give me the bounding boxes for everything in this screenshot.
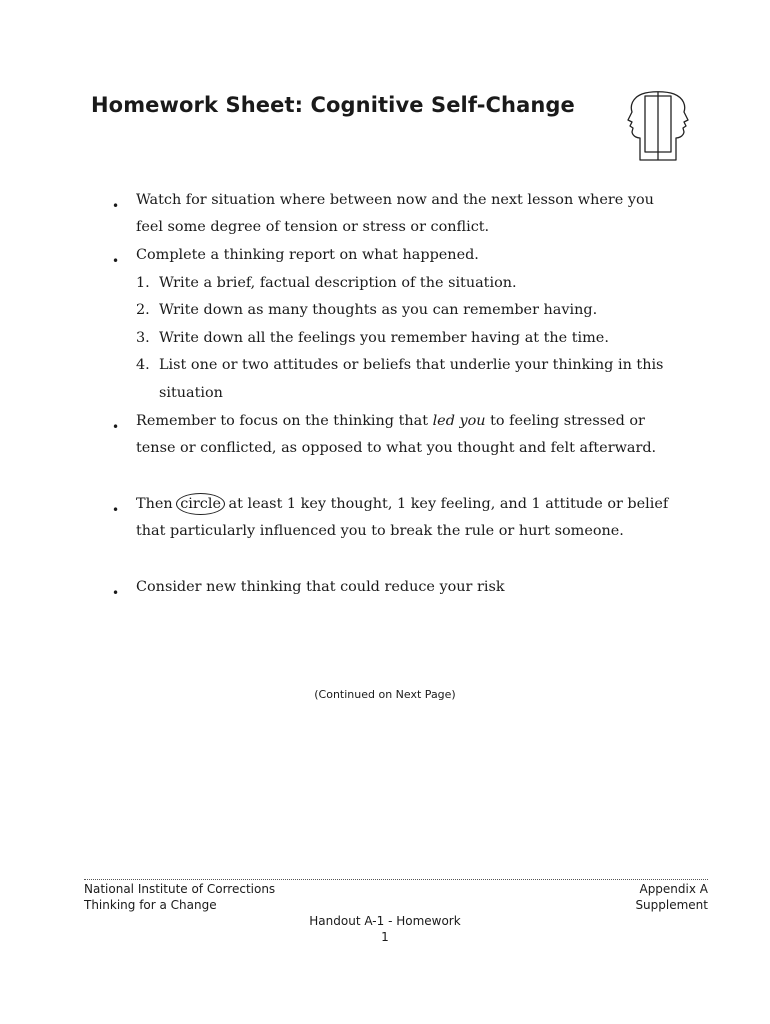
emphasis-text: led you	[432, 413, 486, 429]
circled-word: circle	[176, 493, 225, 515]
instruction-line: that particularly influenced you to break the rule or hurt someone.	[136, 523, 624, 539]
step-text: Write a brief, factual description of the situation.	[159, 275, 517, 291]
instruction-line	[136, 408, 645, 436]
instruction-line: tense or conflicted, as opposed to what you thought and felt afterward.	[136, 440, 657, 456]
step-number: 1.	[136, 275, 150, 291]
step-text-continued: situation	[159, 385, 223, 401]
page-title: Homework Sheet: Cognitive Self-Change	[91, 93, 575, 117]
instruction-line: Watch for situation where between now and the next lesson where you	[136, 192, 654, 208]
instruction-line	[136, 491, 668, 519]
page-number: 1	[381, 930, 389, 944]
bullet-icon: •	[112, 199, 120, 213]
step-text: List one or two attitudes or beliefs that underlie your thinking in this	[159, 357, 664, 373]
footer-center	[0, 913, 770, 945]
instruction-text: Remember to focus on the thinking that	[136, 413, 433, 429]
instruction-line: Consider new thinking that could reduce your risk	[136, 579, 505, 595]
step-text: Write down all the feelings you remember having at the time.	[159, 330, 609, 346]
footer-org: National Institute of Corrections	[84, 882, 276, 896]
footer-program: Thinking for a Change	[84, 898, 217, 912]
instruction-line: Complete a thinking report on what happened.	[136, 247, 479, 263]
footer-appendix: Appendix A	[639, 882, 708, 896]
continued-note: (Continued on Next Page)	[314, 688, 456, 701]
footer-supplement: Supplement	[635, 898, 708, 912]
instruction-text: at least 1 key thought, 1 key feeling, and 1 attitude or belief	[223, 496, 669, 512]
footer-left	[84, 881, 275, 913]
footer-right	[635, 881, 708, 913]
bullet-icon: •	[112, 586, 120, 600]
two-faces-profile-icon	[620, 90, 695, 165]
bullet-icon: •	[112, 420, 120, 434]
step-number: 3.	[136, 330, 150, 346]
footer-divider	[84, 879, 708, 880]
instruction-text: Then	[136, 496, 178, 512]
instruction-line: feel some degree of tension or stress or conflict.	[136, 219, 490, 235]
step-number: 4.	[136, 357, 150, 373]
step-text: Write down as many thoughts as you can remember having.	[159, 302, 598, 318]
bullet-icon: •	[112, 254, 120, 268]
instruction-text: to feeling stressed or	[485, 413, 645, 429]
bullet-icon: •	[112, 503, 120, 517]
step-number: 2.	[136, 302, 150, 318]
footer-handout: Handout A-1 - Homework	[309, 914, 461, 928]
